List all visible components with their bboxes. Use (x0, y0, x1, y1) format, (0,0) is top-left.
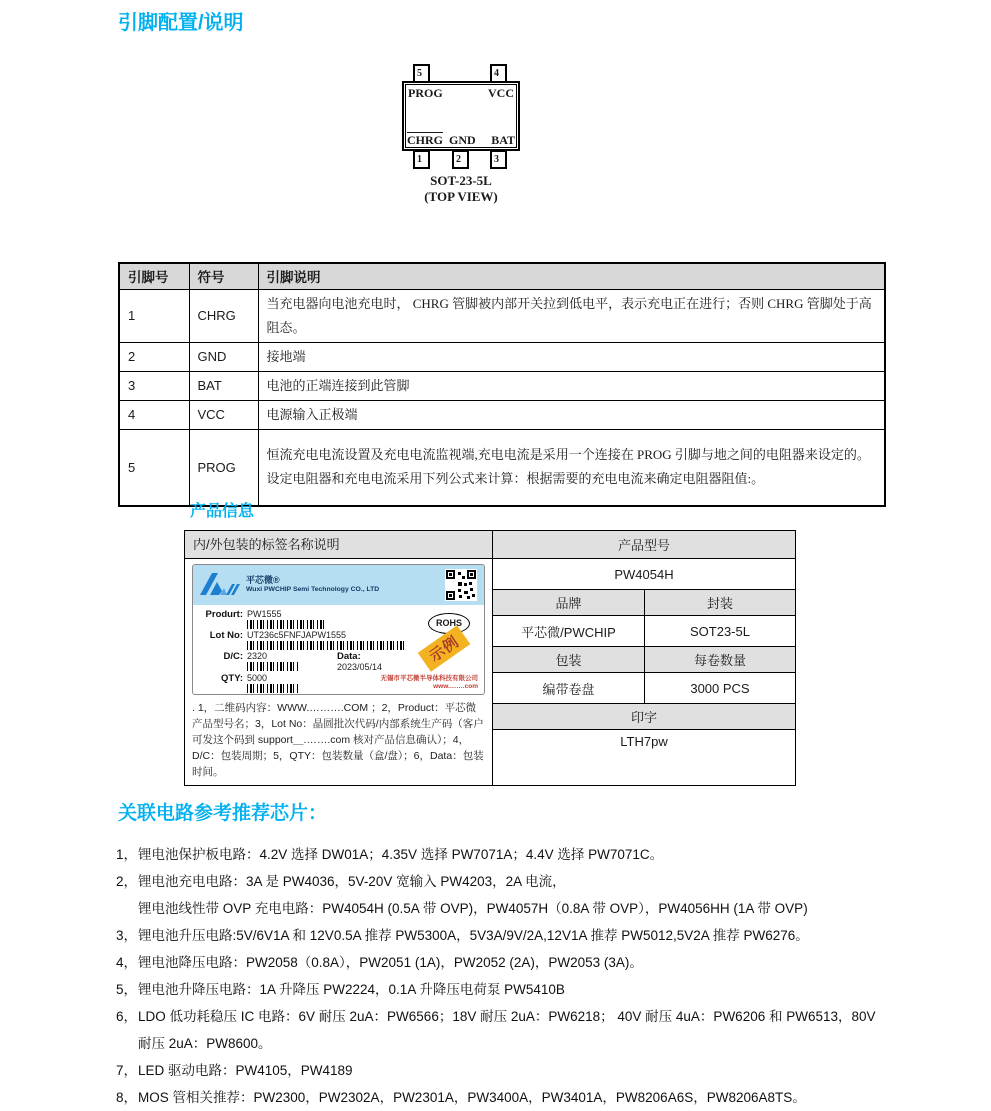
package-name: SOT-23-5L (430, 173, 492, 188)
pin-2-box (452, 150, 469, 169)
package-header-cell: 封装 (644, 590, 795, 615)
list-item (116, 1003, 888, 1057)
qr-code-icon (445, 569, 477, 601)
pin-2-number: 2 (456, 154, 461, 165)
rohs-badge: ROHS (428, 613, 470, 634)
date-field-label: Data: (337, 651, 361, 662)
pin-1-box (413, 150, 430, 169)
list-item (116, 922, 888, 949)
list-item-line: 锂电池充电电路：3A 是 PW4036，5V-20V 宽输入 PW4203，2A 电流， (138, 874, 566, 889)
list-item-text: 锂电池降压电路：PW2058（0.8A），PW2051 (1A)，PW2052 (2A)，PW2053 (3A)。 (138, 955, 643, 970)
list-item-number: 7， (116, 1063, 138, 1078)
packing-qty-value-row (493, 673, 795, 704)
qty-field-label: QTY: (221, 673, 243, 684)
pin-symbol-cell: CHRG (189, 289, 258, 342)
reel-qty-header-cell: 每卷数量 (644, 647, 795, 672)
list-item-text: 锂电池升压电路:5V/6V1A 和 12V0.5A 推荐 PW5300A，5V3A/9V/2A,12V1A 推荐 PW5012,5V2A 推荐 PW6276。 (138, 928, 809, 943)
label-note-text: . 1，二维码内容：WWW.……….COM ；2，Product：平芯微产品型号名；3，Lot No：晶圆批次代码/内部系统生产码（客户可发这个码到 support＿.…….com 核对产品信息确认）；4，D/C：包装周期；5，QTY：包装数量（盒/盘）；6，Data：包装时间。 (192, 702, 484, 778)
list-item-text (138, 868, 888, 922)
pin-symbol-cell: VCC (189, 400, 258, 429)
list-item-number: 8， (116, 1090, 138, 1105)
pin-desc-cell: 当充电器向电池充电时， CHRG 管脚被内部开关拉到低电平，表示充电正在进行；否则 CHRG 管脚处于高阻态。 (258, 289, 885, 342)
product-spec-column (493, 531, 795, 785)
label-column-header: 内/外包装的标签名称说明 (185, 531, 492, 559)
product-field-value: PW1555 (247, 609, 282, 619)
barcode-icon (247, 662, 299, 671)
marking-value: LTH7pw (620, 734, 668, 749)
pin-number-cell: 3 (119, 371, 189, 400)
list-item-text: LDO 低功耗稳压 IC 电路：6V 耐压 2uA：PW6566；18V 耐压 2uA：PW6218； 40V 耐压 4uA：PW6206 和 PW6513，80V 耐压 2uA：PW8600。 (138, 1009, 876, 1051)
list-item-number: 1， (116, 847, 138, 862)
pin-label-chrg: CHRG (407, 133, 443, 147)
pin-label-gnd: GND (449, 133, 476, 147)
barcode-icon (247, 641, 405, 650)
model-header-cell (493, 531, 795, 559)
pin-number-cell: 4 (119, 400, 189, 429)
pin-number-cell: 1 (119, 289, 189, 342)
pin-desc-cell: 恒流充电电流设置及充电电流监视端,充电电流是采用一个连接在 PROG 引脚与地之间的电阻器来设定的。设定电阻器和充电电流采用下列公式来计算：根据需要的充电电流来确定电阻器阻值:。 (258, 429, 885, 506)
list-item-text: MOS 管相关推荐：PW2300，PW2302A，PW2301A，PW3400A，PW3401A，PW8206A6S，PW8206A8TS。 (138, 1090, 806, 1105)
page-title-pin-config: 引脚配置/说明 (118, 12, 244, 34)
marking-header-label: 印字 (630, 710, 657, 725)
col-header-description: 引脚说明 (258, 263, 885, 289)
list-item-number: 3， (116, 928, 138, 943)
list-item-number: 2， (116, 874, 138, 889)
label-header-band (193, 565, 484, 605)
dc-field-label: D/C: (223, 651, 243, 662)
pin-number-cell: 5 (119, 429, 189, 506)
list-item (116, 1057, 888, 1084)
product-field-label: Produrt: (205, 609, 243, 620)
pin-label-vcc: VCC (488, 86, 514, 100)
list-item-line: 锂电池线性带 OVP 充电电路：PW4054H (0.5A 带 OVP)，PW4057H（0.8A 带 OVP），PW4056HH (1A 带 OVP) (138, 901, 808, 916)
brand-company-en: Wuxi PWCHIP Semi Technology CO., LTD (246, 586, 380, 594)
packing-header-cell: 包装 (555, 653, 582, 668)
related-chips-list (116, 841, 888, 1111)
pin-desc-cell: 电源输入正极端 (258, 400, 885, 429)
brand-header-cell: 品牌 (555, 596, 582, 611)
package-caption (402, 173, 520, 205)
brand-package-header-row (493, 590, 795, 616)
table-header-row (119, 263, 885, 289)
table-row (119, 289, 885, 342)
model-value: PW4054H (614, 566, 674, 582)
list-item-number: 5， (116, 982, 138, 997)
pin-label-bat: BAT (491, 133, 515, 147)
brand-name-cn: 平芯微® (246, 575, 280, 586)
list-item-number: 6， (116, 1009, 138, 1024)
package-diagram (402, 60, 520, 210)
label-brand-text (246, 576, 379, 593)
brand-package-value-row (493, 616, 795, 647)
list-item-text: LED 驱动电路：PW4105，PW4189 (138, 1063, 353, 1078)
label-field-date (337, 651, 382, 672)
dc-field-value: 2320 (247, 651, 268, 661)
table-row (119, 429, 885, 506)
label-column (185, 531, 493, 785)
packing-qty-header-row (493, 647, 795, 673)
pin-symbol-cell: GND (189, 342, 258, 371)
barcode-icon (247, 684, 299, 693)
list-item (116, 1084, 888, 1111)
package-value-cell: SOT23-5L (644, 616, 795, 646)
package-label-example (192, 564, 485, 695)
col-header-symbol: 符号 (189, 263, 258, 289)
marking-header-cell (493, 704, 795, 730)
list-item (116, 868, 888, 922)
pin-5-number: 5 (417, 68, 422, 79)
pin-number-cell: 2 (119, 342, 189, 371)
pin-desc-cell: 电池的正端连接到此管脚 (258, 371, 885, 400)
section-title-related-circuits: 关联电路参考推荐芯片： (118, 803, 328, 824)
lot-field-label: Lot No: (209, 630, 243, 641)
company-website: www.…….com (433, 683, 478, 690)
pin-label-prog: PROG (408, 86, 443, 100)
brand-value-cell: 平芯微/PWCHIP (521, 624, 616, 640)
label-company-text (380, 675, 478, 691)
barcode-icon (247, 620, 325, 629)
date-field-value: 2023/05/14 (337, 662, 383, 672)
list-item-text: 锂电池保护板电路：4.2V 选择 DW01A；4.35V 选择 PW7071A；4.4V 选择 PW7071C。 (138, 847, 664, 862)
product-info-table (184, 530, 796, 786)
pin-3-box (490, 150, 507, 169)
list-item (116, 949, 888, 976)
pin-desc-cell: 接地端 (258, 342, 885, 371)
lot-field-value: UT236c5FNFJAPW1555 (247, 630, 347, 640)
pin-4-number: 4 (494, 68, 499, 79)
reel-qty-value-cell: 3000 PCS (644, 673, 795, 703)
marking-value-cell (493, 730, 795, 785)
list-item-text: 锂电池升降压电路：1A 升降压 PW2224，0.1A 升降压电荷泵 PW5410B (138, 982, 565, 997)
table-row (119, 371, 885, 400)
pin-1-number: 1 (417, 154, 422, 165)
packing-value-cell: 编带卷盘 (542, 681, 595, 697)
pin-description-table (118, 262, 886, 507)
model-value-cell (493, 559, 795, 590)
list-item (116, 976, 888, 1003)
company-name-cn: 无锡市平芯微半导体科技有限公司 (380, 675, 478, 682)
table-row (119, 400, 885, 429)
table-row (119, 342, 885, 371)
qty-field-value: 5000 (247, 673, 268, 683)
list-item-number: 4， (116, 955, 138, 970)
list-item (116, 841, 888, 868)
section-title-product-info: 产品信息 (190, 503, 255, 520)
sample-stamp: 示例 (418, 625, 471, 671)
pwchip-logo-icon (198, 571, 242, 599)
pin-3-number: 3 (494, 154, 499, 165)
package-view: (TOP VIEW) (424, 189, 498, 204)
pin-symbol-cell: BAT (189, 371, 258, 400)
model-header-label: 产品型号 (617, 538, 670, 553)
col-header-pin-number: 引脚号 (119, 263, 189, 289)
pin-symbol-cell: PROG (189, 429, 258, 506)
